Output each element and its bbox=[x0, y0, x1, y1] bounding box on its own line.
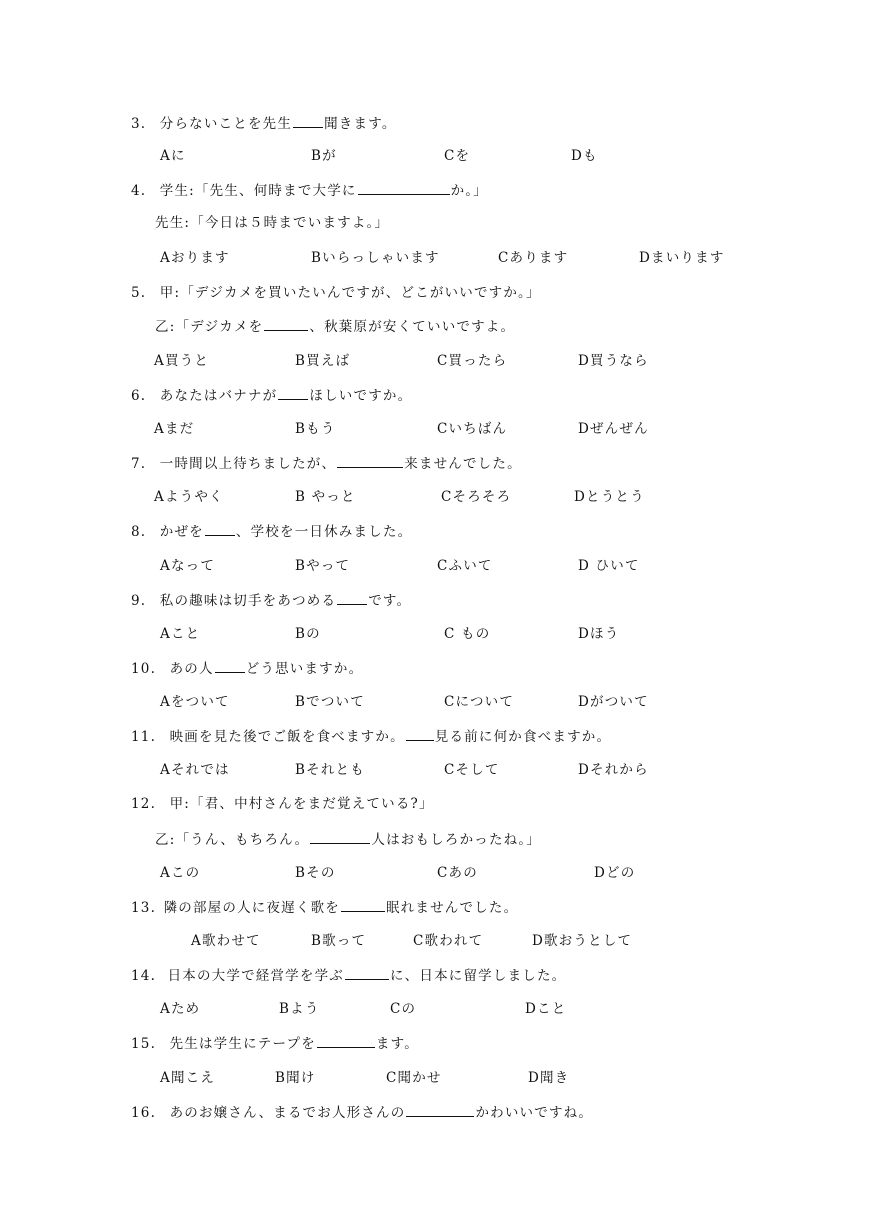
question-15-stem bbox=[131, 1034, 419, 1053]
stem-text-after: ます。 bbox=[375, 1036, 419, 1052]
question-number: 11. bbox=[131, 729, 157, 745]
option-c: Cあります bbox=[498, 250, 569, 266]
option-c: Cそろそろ bbox=[441, 489, 512, 505]
option-d: D聞き bbox=[528, 1070, 570, 1086]
stem-text-after: かわいいですね。 bbox=[475, 1105, 594, 1121]
question-11-stem bbox=[131, 727, 611, 746]
option-d: Dぜんぜん bbox=[578, 421, 649, 437]
question-4-line-2: 先生:「今日は５時までいますよ。」 bbox=[155, 215, 390, 231]
stem-text-before: 映画を見た後でご飯を食べますか。 bbox=[169, 729, 405, 745]
option-d: Dまいります bbox=[639, 250, 725, 266]
option-b: Bいらっしゃいます bbox=[311, 250, 440, 266]
option-a: Aなって bbox=[160, 558, 216, 574]
option-b: Bもう bbox=[295, 421, 336, 437]
answer-blank bbox=[345, 966, 389, 980]
option-a: Aため bbox=[160, 1001, 201, 1017]
question-6-stem bbox=[131, 386, 412, 405]
option-c: Cあの bbox=[437, 865, 478, 881]
answer-blank bbox=[341, 898, 385, 912]
stem-text-before: 乙:「デジカメを bbox=[155, 319, 264, 335]
option-c: Cの bbox=[390, 1001, 417, 1017]
stem-text-before: 乙:「うん、もちろん。 bbox=[155, 832, 310, 848]
stem-text-after: 人はおもしろかったね。」 bbox=[371, 832, 542, 848]
option-d: Dとうとう bbox=[574, 489, 645, 505]
stem-text-before: 先生は学生にテープを bbox=[169, 1036, 316, 1052]
question-12-stem bbox=[131, 795, 434, 813]
option-c: C聞かせ bbox=[386, 1070, 442, 1086]
stem-text-after: ほしいですか。 bbox=[309, 388, 413, 404]
question-5-stem bbox=[131, 284, 541, 302]
question-3-stem bbox=[131, 114, 397, 133]
option-b: Bその bbox=[295, 865, 336, 881]
option-c: Cそして bbox=[444, 762, 500, 778]
question-number: 5. bbox=[131, 285, 147, 301]
stem-text-before: 分らないことを先生 bbox=[159, 116, 293, 132]
option-d: Dそれから bbox=[578, 762, 649, 778]
answer-blank bbox=[264, 317, 308, 331]
question-16-stem bbox=[131, 1103, 593, 1122]
option-b: Bそれとも bbox=[295, 762, 365, 778]
option-a: Aようやく bbox=[154, 489, 224, 505]
stem-text-before: 一時間以上待ちましたが、 bbox=[159, 456, 337, 472]
option-a: A聞こえ bbox=[160, 1070, 216, 1086]
stem-text-after: 来ませんでした。 bbox=[404, 456, 522, 472]
question-number: 10. bbox=[131, 661, 157, 677]
option-c: C歌われて bbox=[413, 933, 484, 949]
question-7-stem bbox=[131, 454, 522, 473]
question-number: 9. bbox=[131, 593, 147, 609]
answer-blank bbox=[406, 1103, 474, 1117]
question-number: 3. bbox=[131, 116, 147, 132]
option-a: Aまだ bbox=[154, 421, 195, 437]
stem-text-after: です。 bbox=[368, 593, 412, 609]
question-8-stem bbox=[131, 522, 412, 541]
question-14-stem bbox=[131, 966, 566, 985]
question-number: 7. bbox=[131, 456, 147, 472]
option-a: A歌わせて bbox=[191, 933, 261, 949]
option-b: Bが bbox=[311, 148, 337, 164]
option-d: D買うなら bbox=[578, 353, 649, 369]
option-b: B やっと bbox=[295, 489, 356, 505]
option-d: Dがついて bbox=[578, 694, 649, 710]
answer-blank bbox=[293, 114, 323, 128]
question-number: 6. bbox=[131, 388, 147, 404]
option-d: Dどの bbox=[594, 865, 636, 881]
question-number: 13. bbox=[131, 900, 157, 916]
option-b: B歌って bbox=[311, 933, 367, 949]
question-number: 8. bbox=[131, 524, 147, 540]
stem-text-after: に、日本に留学しました。 bbox=[389, 968, 567, 984]
option-b: Bよう bbox=[279, 1001, 320, 1017]
option-d: Dほう bbox=[578, 626, 620, 642]
question-10-stem bbox=[131, 659, 363, 678]
answer-blank bbox=[205, 522, 235, 536]
option-d: Dも bbox=[571, 148, 598, 164]
option-a: Aをついて bbox=[160, 694, 230, 710]
option-a: Aに bbox=[160, 148, 186, 164]
question-number: 12. bbox=[131, 796, 157, 812]
question-12-line-2 bbox=[155, 830, 541, 849]
option-c: Cいちばん bbox=[437, 421, 508, 437]
stem-text-before: あなたはバナナが bbox=[159, 388, 278, 404]
stem-text-after: 聞きます。 bbox=[324, 116, 397, 132]
question-number: 16. bbox=[131, 1105, 157, 1121]
option-b: Bやって bbox=[295, 558, 351, 574]
stem-text-before: 隣の部屋の人に夜遅く歌を bbox=[163, 900, 340, 916]
option-d: D歌おうとして bbox=[532, 933, 633, 949]
stem-text-before: かぜを bbox=[159, 524, 204, 540]
option-a: Aこと bbox=[160, 626, 201, 642]
option-c: Cふいて bbox=[437, 558, 493, 574]
stem-text-before: あの人 bbox=[169, 661, 214, 677]
stem-text: 甲:「君、中村さんをまだ覚えている?」 bbox=[169, 796, 434, 812]
option-a: A買うと bbox=[154, 353, 210, 369]
answer-blank bbox=[337, 591, 367, 605]
option-c: C買ったら bbox=[437, 353, 508, 369]
answer-blank bbox=[317, 1034, 375, 1048]
stem-text-after: 見る前に何か食べますか。 bbox=[434, 729, 612, 745]
question-9-stem bbox=[131, 591, 411, 610]
stem-text-before: 私の趣味は切手をあつめる bbox=[159, 593, 337, 609]
option-d: Dこと bbox=[525, 1001, 567, 1017]
stem-text-after: どう思いますか。 bbox=[245, 661, 364, 677]
stem-text-after: か。」 bbox=[450, 183, 488, 199]
option-b: B聞け bbox=[275, 1070, 316, 1086]
question-5-line-2 bbox=[155, 317, 515, 336]
question-13-stem bbox=[131, 898, 518, 917]
option-a: Aそれでは bbox=[160, 762, 230, 778]
answer-blank bbox=[215, 659, 245, 673]
question-4-stem bbox=[131, 181, 488, 200]
answer-blank bbox=[310, 830, 370, 844]
answer-blank bbox=[337, 454, 403, 468]
option-b: Bでついて bbox=[295, 694, 365, 710]
answer-blank bbox=[358, 181, 450, 195]
stem-text-after: 、秋葉原が安くていいですよ。 bbox=[309, 319, 516, 335]
option-a: Aこの bbox=[160, 865, 201, 881]
option-c: Cを bbox=[444, 148, 471, 164]
answer-blank bbox=[278, 386, 308, 400]
option-c: Cについて bbox=[444, 694, 515, 710]
question-number: 4. bbox=[131, 183, 147, 199]
question-number: 14. bbox=[131, 968, 157, 984]
option-d: D ひいて bbox=[578, 558, 640, 574]
stem-text-after: 、学校を一日休みました。 bbox=[235, 524, 413, 540]
option-c: C もの bbox=[444, 626, 491, 642]
option-a: Aおります bbox=[160, 250, 230, 266]
stem-text: 甲:「デジカメを買いたいんですが、どこがいいですか。」 bbox=[159, 285, 541, 301]
answer-blank bbox=[406, 727, 434, 741]
question-number: 15. bbox=[131, 1036, 157, 1052]
option-b: B買えば bbox=[295, 353, 351, 369]
stem-text-after: 眠れませんでした。 bbox=[385, 900, 519, 916]
stem-text-before: 学生:「先生、何時まで大学に bbox=[159, 183, 357, 199]
stem-text-before: あのお嬢さん、まるでお人形さんの bbox=[169, 1105, 406, 1121]
stem-text-before: 日本の大学で経営学を学ぶ bbox=[167, 968, 344, 984]
option-b: Bの bbox=[295, 626, 321, 642]
